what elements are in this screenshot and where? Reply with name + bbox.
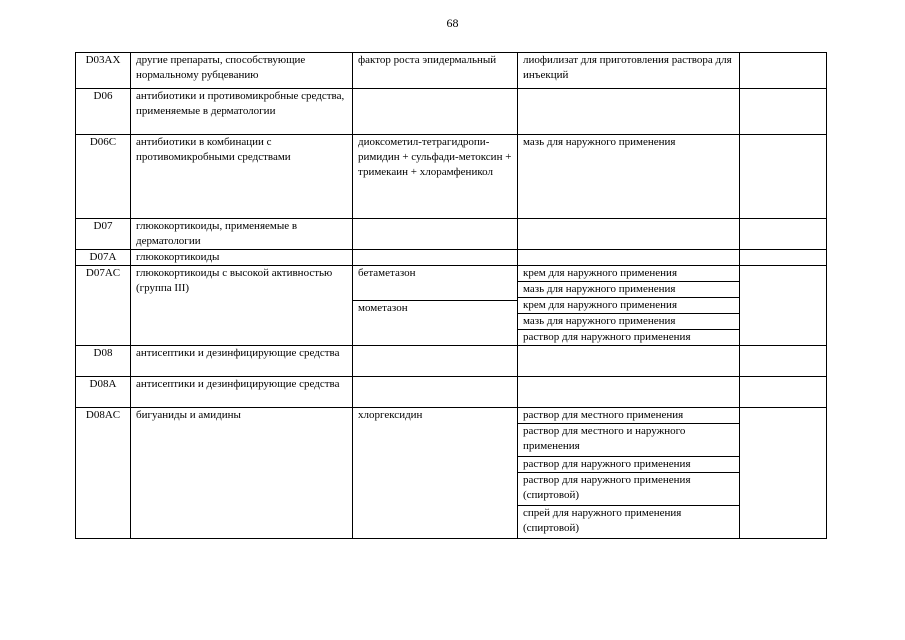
substance: диоксометил-тетрагидропи-римидин + сульфади-метоксин + тримекаин + хлорамфеникол xyxy=(353,135,518,219)
atc-code: D08 xyxy=(76,346,131,377)
dosage-form-cell xyxy=(518,266,740,346)
empty-cell xyxy=(740,250,827,266)
empty-cell xyxy=(740,266,827,346)
empty-cell xyxy=(740,219,827,250)
substance-cell xyxy=(353,266,518,346)
table-row xyxy=(76,250,827,266)
substance: хлоргексидин xyxy=(353,408,518,539)
atc-code: D07A xyxy=(76,250,131,266)
substance: мометазон xyxy=(358,302,408,314)
group-name: антибиотики и противомикробные средства, применяемые в дерматологии xyxy=(131,89,353,135)
dosage-form: крем для наружного применения xyxy=(518,266,739,282)
atc-code: D08A xyxy=(76,377,131,408)
empty-cell xyxy=(740,53,827,89)
atc-code: D07AC xyxy=(76,266,131,346)
atc-code: D03AX xyxy=(76,53,131,89)
table-row xyxy=(76,135,827,219)
empty-cell xyxy=(740,377,827,408)
table-row xyxy=(76,89,827,135)
dosage-form: мазь для наружного применения xyxy=(518,135,740,219)
atc-code: D06 xyxy=(76,89,131,135)
atc-code: D07 xyxy=(76,219,131,250)
group-name: бигуаниды и амидины xyxy=(131,408,353,539)
page-number: 68 xyxy=(446,16,459,30)
substance xyxy=(353,250,518,266)
substance: бетаметазон xyxy=(353,266,517,301)
group-name: глюкокортикоиды xyxy=(131,250,353,266)
group-name: антисептики и дезинфицирующие средства xyxy=(131,346,353,377)
dosage-form xyxy=(518,250,740,266)
table-row xyxy=(76,219,827,250)
table-row xyxy=(76,346,827,377)
dosage-form: мазь для наружного применения xyxy=(518,282,739,298)
group-name: другие препараты, способствующие нормальному рубцеванию xyxy=(131,53,353,89)
substance xyxy=(353,346,518,377)
dosage-form: крем для наружного применения xyxy=(518,298,739,314)
dosage-form: лиофилизат для приготовления раствора для инъекций xyxy=(518,53,740,89)
substance: фактор роста эпидермальный xyxy=(353,53,518,89)
substance xyxy=(353,377,518,408)
empty-cell xyxy=(740,408,827,539)
dosage-form: раствор для наружного применения xyxy=(523,331,691,343)
substance xyxy=(353,219,518,250)
table-row xyxy=(76,408,827,539)
dosage-form: спрей для наружного применения (спиртовой) xyxy=(523,507,682,534)
atc-code: D08AC xyxy=(76,408,131,539)
table-row xyxy=(76,266,827,346)
table-row xyxy=(76,377,827,408)
dosage-form xyxy=(518,377,740,408)
group-name: глюкокортикоиды с высокой активностью (группа III) xyxy=(131,266,353,346)
dosage-form xyxy=(518,346,740,377)
dosage-form-cell xyxy=(518,408,740,539)
group-name: антисептики и дезинфицирующие средства xyxy=(131,377,353,408)
group-name: глюкокортикоиды, применяемые в дерматологии xyxy=(131,219,353,250)
dosage-form: раствор для наружного применения xyxy=(518,457,739,473)
drug-table xyxy=(75,52,827,539)
empty-cell xyxy=(740,89,827,135)
table-row xyxy=(76,53,827,89)
empty-cell xyxy=(740,135,827,219)
empty-cell xyxy=(740,346,827,377)
dosage-form: раствор для местного применения xyxy=(518,408,739,424)
dosage-form xyxy=(518,89,740,135)
atc-code: D06C xyxy=(76,135,131,219)
group-name: антибиотики в комбинации с противомикробными средствами xyxy=(131,135,353,219)
dosage-form: мазь для наружного применения xyxy=(518,314,739,330)
substance xyxy=(353,89,518,135)
dosage-form: раствор для местного и наружного применения xyxy=(518,424,739,457)
dosage-form: раствор для наружного применения (спиртовой) xyxy=(518,473,739,506)
dosage-form xyxy=(518,219,740,250)
